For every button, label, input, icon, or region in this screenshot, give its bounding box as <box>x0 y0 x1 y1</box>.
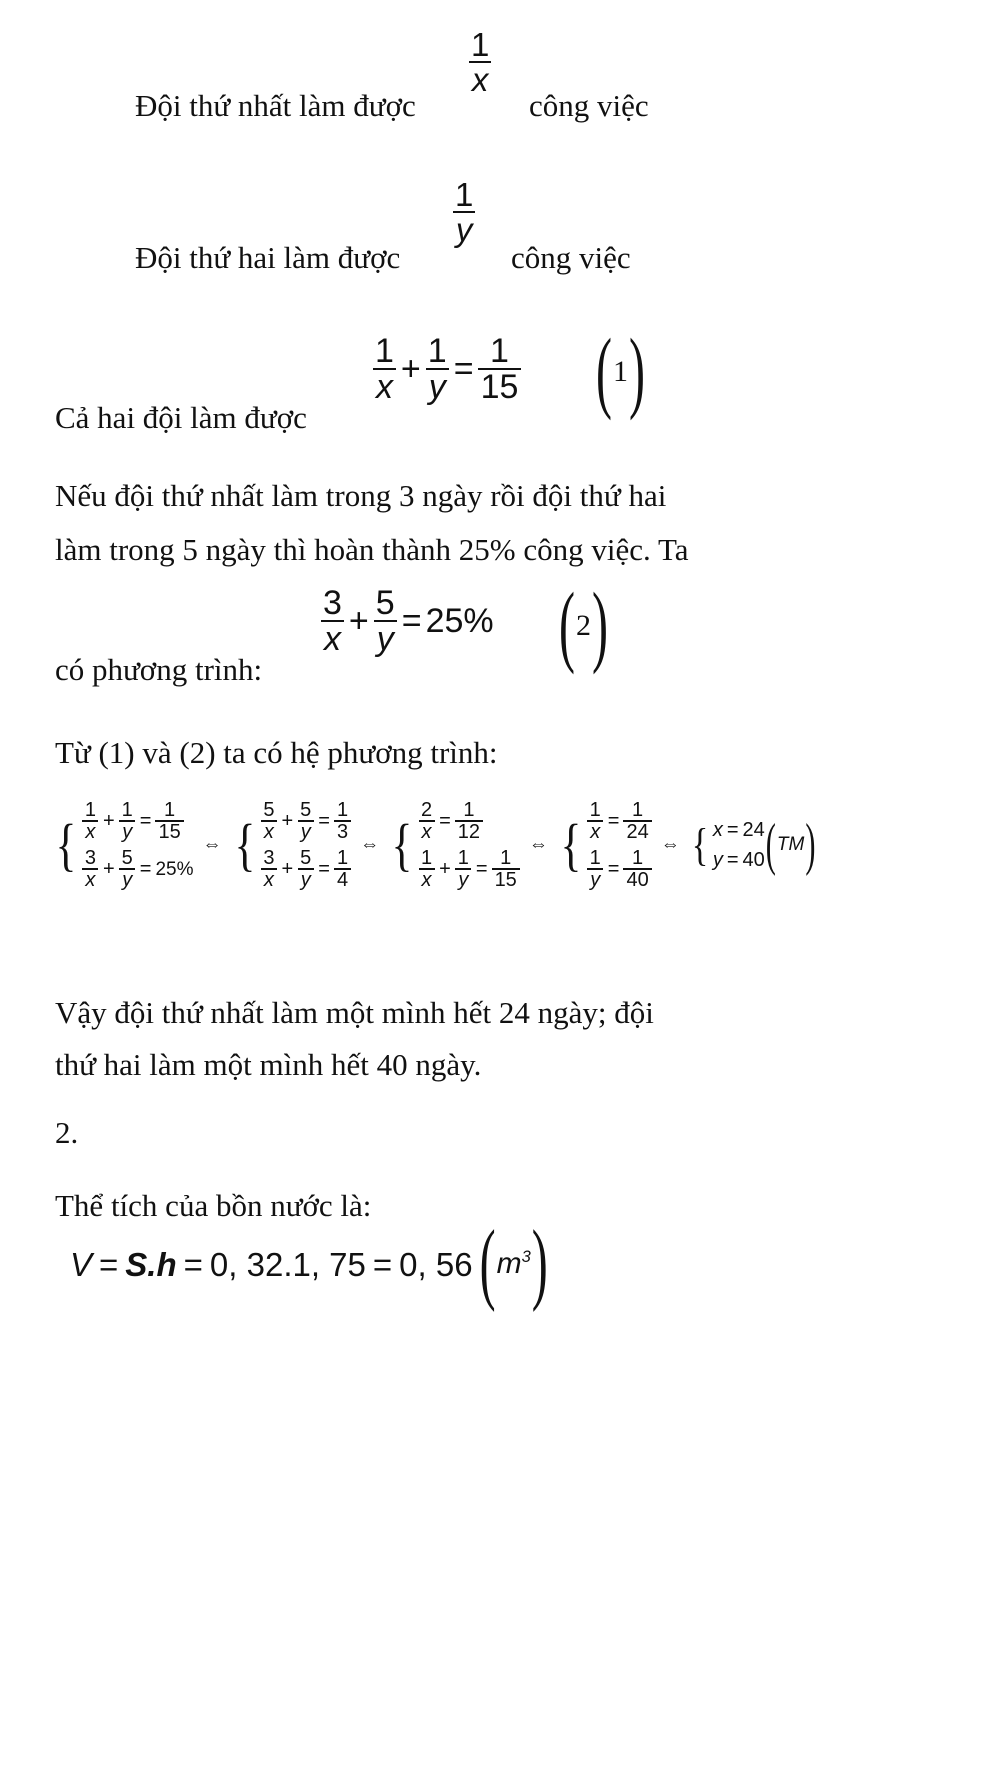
paren-left: ( <box>559 575 575 676</box>
row-term-den: x <box>261 820 277 842</box>
row-rhs-den: 40 <box>623 868 651 890</box>
condition-text-a: Nếu đội thứ nhất làm trong 3 ngày rồi đội thứ hai <box>55 478 667 513</box>
volume-equals-2: = <box>183 1245 203 1283</box>
volume-unit-group <box>479 1212 548 1314</box>
row-equals: = <box>139 810 152 832</box>
paragraph-both-teams <box>55 400 307 436</box>
row-operator: + <box>281 858 294 880</box>
equation-2-label <box>559 575 608 676</box>
row-term-num: 3 <box>84 847 96 869</box>
eq2-term2-den: y <box>374 620 397 656</box>
row-term-den: x <box>419 868 435 890</box>
volume-computation: 0, 32.1, 75 <box>209 1245 366 1283</box>
row-term-den: x <box>82 820 98 842</box>
solution-note-text: TM <box>776 834 805 855</box>
equation-1-label <box>596 321 645 422</box>
row-term-num: 1 <box>420 847 433 869</box>
solution-row-y <box>713 850 765 870</box>
volume-result: 0, 56 <box>399 1245 473 1283</box>
team-two-suffix <box>511 240 631 276</box>
row-rhs-den: 4 <box>334 868 351 890</box>
paren-left: ( <box>596 321 612 422</box>
paragraph-we-have-equation <box>55 652 262 688</box>
row-rhs-num: 1 <box>463 799 475 821</box>
system-row <box>260 848 351 890</box>
team-one-suffix-text: công việc <box>529 88 649 123</box>
row-term2-num: 1 <box>121 799 133 821</box>
tank-volume-text: Thể tích của bồn nước là: <box>55 1188 372 1223</box>
fraction-denominator: y <box>453 211 476 246</box>
eq2-term2-num: 5 <box>375 584 395 622</box>
row-rhs-plain: 25% <box>155 858 194 880</box>
row-equals: = <box>607 858 620 880</box>
fraction-numerator: 1 <box>471 26 490 63</box>
row-rhs-den: 24 <box>623 820 651 842</box>
conclusion-text-a: Vậy đội thứ nhất làm một mình hết 24 ngày; đội <box>55 995 654 1030</box>
solution-row-x <box>713 820 765 840</box>
row-term2-num: 5 <box>300 847 312 869</box>
eq2-right-hand-side: 25% <box>425 602 494 640</box>
system-row <box>82 800 194 842</box>
equation-label-number: 2 <box>575 608 591 642</box>
paragraph-conclusion-line2 <box>55 1047 481 1083</box>
row-term2-den: y <box>119 868 135 890</box>
brace-icon: { <box>233 811 255 877</box>
from-1-and-2-text: Từ (1) và (2) ta có hệ phương trình: <box>55 735 498 770</box>
row-rhs-den: 12 <box>455 820 483 842</box>
equation-2 <box>320 586 494 656</box>
paragraph-condition-line1 <box>55 478 666 514</box>
volume-equals-3: = <box>372 1245 393 1283</box>
volume-formula <box>70 1212 548 1314</box>
row-term-num: 2 <box>420 799 433 821</box>
row-equals: = <box>475 858 488 880</box>
eq1-term1-num: 1 <box>375 332 394 370</box>
eq1-term1-den: x <box>373 368 396 404</box>
row-rhs-num: 1 <box>336 847 349 869</box>
system-2 <box>231 800 352 890</box>
row-operator: + <box>102 858 115 880</box>
equivalence-symbol: ⇔ <box>360 834 380 855</box>
row-rhs-den: 15 <box>492 868 520 890</box>
eq2-term1-den: x <box>321 620 344 656</box>
row-rhs-den: 15 <box>155 820 183 842</box>
fraction-denominator: x <box>469 61 492 96</box>
system-row <box>418 848 520 890</box>
row-term-num: 1 <box>589 847 601 869</box>
eq1-equals-operator: = <box>453 350 474 388</box>
row-term-num: 3 <box>263 847 275 869</box>
row-rhs-den: 3 <box>334 820 351 842</box>
row-term-den: x <box>419 820 435 842</box>
paragraph-conclusion-line1 <box>55 995 654 1031</box>
paren-left: ( <box>765 811 776 877</box>
eq1-term3-num: 1 <box>490 332 509 370</box>
row-equals: = <box>318 810 330 832</box>
system-row <box>587 800 652 842</box>
solution-note <box>765 811 816 877</box>
row-operator: + <box>102 810 115 832</box>
paren-right: ) <box>628 321 645 422</box>
eq1-term2-num: 1 <box>427 332 447 370</box>
brace-icon: { <box>691 818 709 870</box>
system-3 <box>388 800 520 890</box>
row-rhs-num: 1 <box>632 799 644 821</box>
eq1-plus-operator: + <box>400 350 421 388</box>
volume-unit-exponent: 3 <box>521 1248 531 1266</box>
volume-unit <box>496 1249 532 1279</box>
paren-right: ) <box>531 1212 548 1314</box>
eq1-term2-den: y <box>426 368 449 404</box>
solution-equals: = <box>726 849 739 871</box>
system-1 <box>52 800 194 890</box>
equation-label-number: 1 <box>612 354 628 388</box>
equation-1 <box>372 334 521 404</box>
team-one-suffix <box>529 88 649 124</box>
brace-icon: { <box>391 811 413 877</box>
row-rhs-num: 1 <box>500 847 512 869</box>
row-equals: = <box>139 858 152 880</box>
brace-icon: { <box>55 811 77 877</box>
paragraph-team-one <box>135 88 416 124</box>
paren-right: ) <box>805 811 816 877</box>
row-equals: = <box>318 858 330 880</box>
row-rhs-num: 1 <box>164 799 176 821</box>
row-term-num: 1 <box>589 799 601 821</box>
row-term-den: y <box>587 868 603 890</box>
equivalence-symbol: ⇔ <box>528 834 548 855</box>
eq2-plus-operator: + <box>348 602 369 640</box>
row-rhs-num: 1 <box>632 847 644 869</box>
solution-value: 40 <box>742 849 765 871</box>
paragraph-from-1-and-2 <box>55 735 498 771</box>
volume-symbol: V <box>70 1245 93 1283</box>
system-solution <box>689 811 816 877</box>
row-rhs-num: 1 <box>336 799 349 821</box>
row-term-den: x <box>587 820 603 842</box>
row-term-den: x <box>261 868 277 890</box>
team-two-suffix-text: công việc <box>511 240 631 275</box>
eq2-term1-num: 3 <box>323 584 342 622</box>
team-two-text: Đội thứ hai làm được <box>135 240 401 275</box>
solution-variable: x <box>712 819 723 841</box>
row-term2-den: y <box>298 868 314 890</box>
volume-equals-1: = <box>99 1245 119 1283</box>
we-have-equation-text: có phương trình: <box>55 652 263 687</box>
paren-right: ) <box>591 575 608 676</box>
solution-value: 24 <box>742 819 765 841</box>
eq1-term3-den: 15 <box>478 368 522 404</box>
brace-icon: { <box>560 811 582 877</box>
row-equals: = <box>439 810 451 832</box>
system-4 <box>557 800 652 890</box>
paragraph-condition-line2 <box>55 532 688 568</box>
row-operator: + <box>281 810 294 832</box>
row-term2-num: 1 <box>457 847 469 869</box>
paren-left: ( <box>479 1212 496 1314</box>
row-term2-den: y <box>119 820 135 842</box>
fraction-one-over-y <box>452 178 476 246</box>
conclusion-text-b: thứ hai làm một mình hết 40 ngày. <box>55 1047 482 1082</box>
fraction-one-over-x <box>468 28 492 96</box>
solution-equals: = <box>726 819 739 841</box>
system-row <box>260 800 351 842</box>
eq2-equals-operator: = <box>401 602 422 640</box>
row-term-den: x <box>82 868 98 890</box>
volume-unit-symbol: m <box>496 1247 522 1280</box>
row-equals: = <box>607 810 620 832</box>
row-term2-num: 5 <box>300 799 312 821</box>
row-term2-num: 5 <box>121 847 133 869</box>
system-row <box>587 848 652 890</box>
row-term-num: 1 <box>84 799 96 821</box>
both-teams-text: Cả hai đội làm được <box>55 400 307 435</box>
paragraph-tank-volume <box>55 1188 371 1224</box>
condition-text-b: làm trong 5 ngày thì hoàn thành 25% công việc. Ta <box>55 532 689 567</box>
section-number-text: 2. <box>55 1115 79 1150</box>
paragraph-team-two <box>135 240 400 276</box>
fraction-numerator: 1 <box>455 176 474 213</box>
equivalence-symbol: ⇔ <box>202 834 222 855</box>
solution-variable: y <box>712 849 723 871</box>
volume-area-times-height: S.h <box>125 1245 177 1283</box>
team-one-text: Đội thứ nhất làm được <box>135 88 416 123</box>
system-row <box>82 848 194 890</box>
row-term-num: 5 <box>263 799 275 821</box>
row-term2-den: y <box>455 868 471 890</box>
system-equation-chain <box>52 800 815 890</box>
row-term2-den: y <box>298 820 314 842</box>
equivalence-symbol: ⇔ <box>660 834 680 855</box>
system-row <box>418 800 520 842</box>
section-number-2 <box>55 1115 78 1151</box>
row-operator: + <box>439 858 451 880</box>
